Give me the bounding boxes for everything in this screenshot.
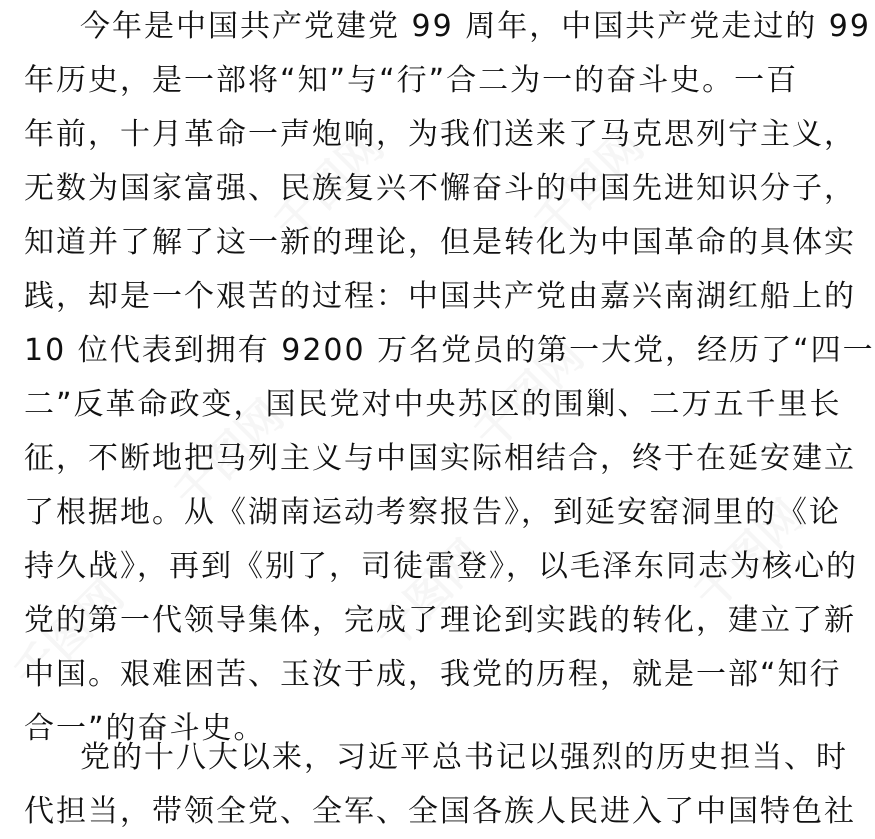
text-line: 年历史，是一部将“知”与“行”合二为一的奋斗史。一百 xyxy=(24,63,799,98)
text-line: 中国。艰难困苦、玉汝于成，我党的历程，就是一部“知行 xyxy=(24,657,842,692)
text-line: 代担当，带领全党、全军、全国各族人民进入了中国特色社 xyxy=(24,794,856,829)
text-line: 党的十八大以来，习近平总书记以强烈的历史担当、时 xyxy=(80,740,848,775)
text-line: 无数为国家富强、民族复兴不懈奋斗的中国先进知识分子， xyxy=(24,171,856,206)
text-line: 了根据地。从《湖南运动考察报告》，到延安窑洞里的《论 xyxy=(24,495,841,530)
text-line: 知道并了解了这一新的理论，但是转化为中国革命的具体实 xyxy=(24,225,856,260)
text-line: 10 位代表到拥有 9200 万名党员的第一大党，经历了“四一 xyxy=(24,333,875,368)
text-line: 合一”的奋斗史。 xyxy=(24,711,266,746)
text-line: 持久战》，再到《别了，司徒雷登》，以毛泽东同志为核心的 xyxy=(24,549,858,584)
text-line: 二”反革命政变，国民党对中央苏区的围剿、二万五千里长 xyxy=(24,387,842,422)
text-line: 党的第一代领导集体，完成了理论到实践的转化，建立了新 xyxy=(24,603,856,638)
text-line: 践，却是一个艰苦的过程：中国共产党由嘉兴南湖红船上的 xyxy=(24,279,856,314)
text-line: 年前，十月革命一声炮响，为我们送来了马克思列宁主义， xyxy=(24,117,856,152)
text-line: 征，不断地把马列主义与中国实际相结合，终于在延安建立 xyxy=(24,441,856,476)
text-line: 今年是中国共产党建党 99 周年，中国共产党走过的 99 xyxy=(80,9,871,44)
